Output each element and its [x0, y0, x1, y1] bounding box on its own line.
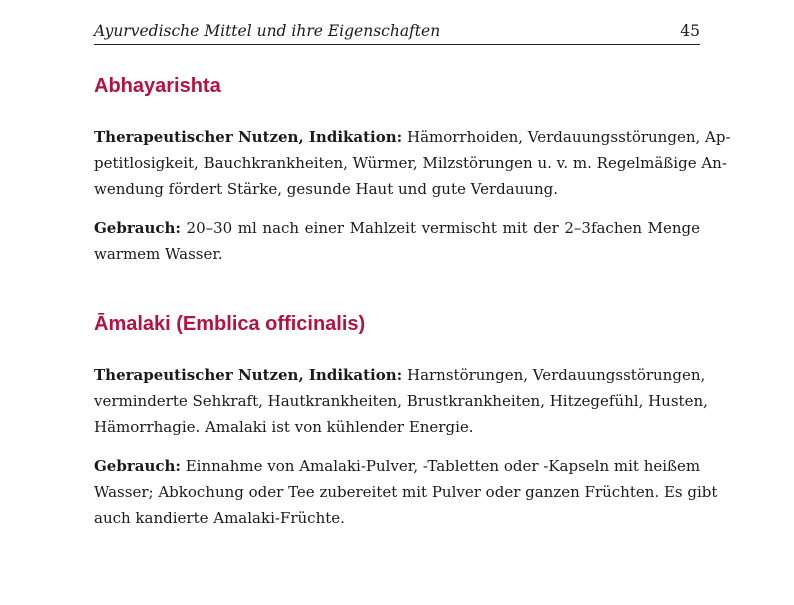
paragraph-line: auch kandierte Amalaki-Früchte.: [94, 509, 345, 527]
paragraph-text: 20–30 ml nach einer Mahlzeit vermischt mit der 2–3fachen Menge: [186, 219, 700, 237]
paragraph-text: Einnahme von Amalaki-Pulver, -Tabletten oder -Kapseln mit heißem: [185, 457, 701, 475]
paragraph-line: [94, 362, 706, 388]
section-amalaki: [94, 312, 718, 531]
running-header: [94, 18, 700, 45]
indication-paragraph: [94, 124, 731, 202]
paragraph-text: Hämorrhoiden, Verdauungsstörungen, Ap-: [406, 128, 731, 146]
paragraph-lead: Therapeutischer Nutzen, Indikation:: [94, 366, 403, 384]
section-abhayarishta: [94, 74, 731, 267]
paragraph-line: petitlosigkeit, Bauchkrankheiten, Würmer, Milzstörungen u. v. m. Regelmäßige An-: [94, 154, 727, 172]
usage-paragraph: [94, 215, 700, 267]
paragraph-text: Harnstörungen, Verdauungsstörungen,: [406, 366, 706, 384]
paragraph-line: [94, 124, 731, 150]
paragraph-lead: Therapeutischer Nutzen, Indikation:: [94, 128, 403, 146]
paragraph-line: warmem Wasser.: [94, 245, 223, 263]
paragraph-line: [94, 215, 700, 241]
paragraph-lead: Gebrauch:: [94, 457, 181, 475]
indication-paragraph: [94, 362, 708, 440]
paragraph-line: Hämorrhagie. Amalaki ist von kühlender Energie.: [94, 418, 474, 436]
section-heading: Abhayarishta: [94, 75, 221, 97]
paragraph-lead: Gebrauch:: [94, 219, 181, 237]
page-number: 45: [680, 22, 700, 40]
paragraph-line: [94, 453, 700, 479]
section-heading: Āmalaki (Emblica officinalis): [94, 313, 366, 335]
usage-paragraph: [94, 453, 718, 531]
paragraph-line: wendung fördert Stärke, gesunde Haut und gute Verdauung.: [94, 180, 559, 198]
paragraph-line: verminderte Sehkraft, Hautkrankheiten, Brustkrankheiten, Hitzegefühl, Husten,: [94, 392, 708, 410]
header-title: Ayurvedische Mittel und ihre Eigenschaften: [94, 22, 441, 40]
paragraph-line: Wasser; Abkochung oder Tee zubereitet mit Pulver oder ganzen Früchten. Es gibt: [94, 483, 718, 501]
